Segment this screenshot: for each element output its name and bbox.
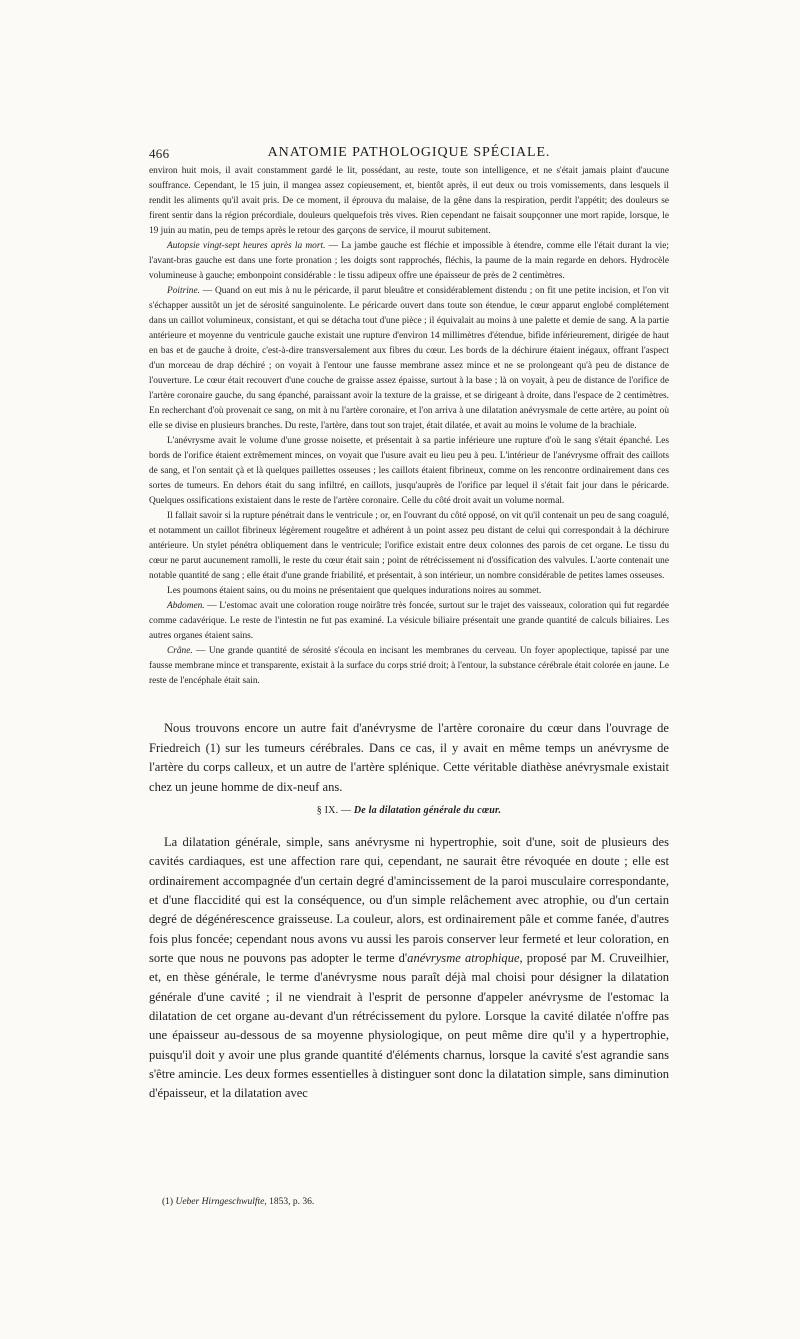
page-number: 466 (149, 146, 170, 161)
paragraph: Autopsie vingt-sept heures après la mort. — La jambe gauche est fléchie et impossible à étendre, comme elle l'était durant la vie; l'avant-bras gauche est dans une forte pronation ; les doigts sont rapprochés, fléchis, la paume de la main regarde en dehors. Hydrocèle volumineuse à gauche; embonpoint considérable : le tissu adipeux offre une épaisseur de près de 2 centimètres. (149, 241, 670, 281)
section-title: De la dilatation générale du cœur. (353, 805, 502, 816)
paragraph: Abdomen. — L'estomac avait une coloration rouge noirâtre très foncée, surtout sur le trajet des vaisseaux, coloration qui fut regardée comme cadavérique. Le reste de l'intestin ne fut pas examiné. La vésicule biliaire présentait une grande quantité de calculs biliaires. Les autres organes étaient sains. (149, 601, 669, 641)
footnote-title: Ueber Hirngeschwulfte (175, 1197, 265, 1207)
paragraph: Les poumons étaient sains, ou du moins ne présentaient que quelques indurations noires au sommet. (167, 586, 542, 596)
subsection-label: Crâne. (167, 646, 193, 656)
subsection-label: Poitrine. (167, 286, 200, 296)
paragraph: L'anévrysme avait le volume d'une grosse noisette, et présentait à sa partie inférieure une rupture d'où le sang s'était épanché. Les bords de l'orifice étaient extrêmement minces, on voyait que l'usure avait eu lieu peu à peu. L'intérieur de l'anévrysme offrait des caillots de sang, et l'on sentait çà et là quelques paillettes osseuses ; les caillots étaient fibrineux, comme on les rencontre ordinairement dans ces sortes de tumeurs. En dehors était du sang infiltré, en caillots, jusqu'auprès de l'orifice par lequel il s'était fait jour dans le péricarde. Quelques ossifications existaient dans le reste de l'artère coronaire. Celle du côté droit avait un volume normal. (149, 436, 669, 506)
paragraph: Poitrine. — Quand on eut mis à nu le péricarde, il parut bleuâtre et considérablement distendu ; on fit une petite incision, et l'on vit s'échapper aussitôt un jet de sérosité sanguinolente. Le péricarde ouvert dans toute son étendue, le cœur apparut englobé complétement dans un caillot volumineux, consistant, et qui se détacha tout d'une pièce ; il équivalait au moins à une palette et demie de sang. A la partie antérieure et moyenne du ventricule gauche existait une rupture d'environ 14 millimètres d'étendue, bifide inférieurement, dirigée de haut en bas et de gauche à droite, c'est-à-dire transversalement aux fibres du cœur. Les bords de la déchirure étaient inégaux, offrant l'aspect d'un morceau de drap déchiré ; on voyait à l'entour une fausse membrane assez mince et ne se prolongeant qu'à peu de distance de l'ouverture. Le cœur était recouvert d'une couche de graisse assez épaisse, surtout à la base ; là on voyait, à peu de distance de l'orifice de l'artère coronaire gauche, du sang épanché, paraissant avoir la texture de la graisse, et se dirigeant à droite, dans l'espace de 2 centimètres. En recherchant d'où provenait ce sang, on mit à nu l'artère coronaire, et l'on arriva à une dilatation anévrysmale de cette artère, au point où elle se divise en plusieurs branches. Du reste, l'artère, dans tout son trajet, était dilatée, et avait au moins le volume de la brachiale. (149, 286, 669, 431)
footnote: (1) Ueber Hirngeschwulfte, 1853, p. 36. (162, 1197, 315, 1207)
paragraph: Il fallait savoir si la rupture pénétrait dans le ventricule ; or, en l'ouvrant du côté opposé, on vit qu'il contenait un peu de sang coagulé, et notamment un caillot fibrineux légèrement rougeâtre et adhérent à un point assez peu distant de celui qui correspondait à la déchirure antérieure. Un stylet pénétra obliquement dans le ventricule; l'orifice existait entre deux colonnes des parois de cet organe. Le tissu du cœur ne parut aucunement ramolli, le reste du cœur était sain ; point de rétrécissement ni d'ossification des valvules. L'aorte contenait une notable quantité de sang ; elle était d'une grande friabilité, et présentait, à son intérieur, un nombre considérable de petites lames osseuses. (149, 511, 669, 581)
emphasized-term: anévrysme atrophique (407, 951, 520, 966)
page-header (149, 143, 669, 163)
section-heading (149, 805, 669, 816)
subsection-label: Autopsie vingt-sept heures après la mort. (167, 241, 326, 251)
body-text-block (149, 833, 669, 1104)
body-text-block (149, 719, 669, 797)
case-report-small-text (149, 164, 669, 689)
paragraph: Crâne. — Une grande quantité de sérosité s'écoula en incisant les membranes du cerveau. Un foyer apoplectique, tapissé par une fausse membrane mince et transparente, existait à la surface du corps strié droit; à l'entour, la substance cérébrale était colorée en jaune. Le reste de l'encéphale était sain. (149, 646, 669, 686)
paragraph: environ huit mois, il avait constamment gardé le lit, possédant, au reste, toute son intelligence, et ne s'était jamais plaint d'aucune souffrance. Cependant, le 15 juin, il mangea assez copieusement, et, bientôt après, il eut deux ou trois vomissements, dans lesquels il rendit les aliments qu'il avait pris. De ce moment, il éprouva du malaise, de la gêne dans la respiration, perdit l'appétit; des douleurs se firent sentir dans la région précordiale, douleurs quelquefois très vives. Rien cependant ne faisait soupçonner une mort rapide, lorsque, le 19 juin au matin, peu de temps après le retour des garçons de service, il mourut subitement. (149, 166, 669, 236)
section-number: § IX. — (316, 805, 354, 816)
paragraph: Nous trouvons encore un autre fait d'anévrysme de l'artère coronaire du cœur dans l'ouvrage de Friedreich (1) sur les tumeurs cérébrales. Dans ce cas, il y avait en même temps un anévrysme de l'artère du corps calleux, et un autre de l'artère splénique. Cette véritable diathèse anévrysmale existait chez un jeune homme de dix-neuf ans. (149, 721, 669, 794)
paragraph: La dilatation générale, simple, sans anévrysme ni hypertrophie, soit d'une, soit de plusieurs des cavités cardiaques, est une affection rare qui, cependant, ne saurait être révoquée en doute ; elle est ordinairement accompagnée d'un certain degré d'amincissement de la paroi musculaire correspondante, et d'une flaccidité qui est la conséquence, ou d'un simple relâchement avec atrophie, ou d'un certain degré de dégénérescence graisseuse. La couleur, alors, est ordinairement pâle et comme fanée, d'autres fois plus foncée; cependant nous avons vu aussi les parois conserver leur fermeté et leur coloration, en sorte que nous ne pouvons pas adopter le terme d'anévrysme atrophique, proposé par M. Cruveilhier, et, en thèse générale, le terme d'anévrysme nous paraît déjà mal choisi pour désigner la dilatation générale d'une cavité ; il ne viendrait à l'esprit de personne d'appeler anévrysme de l'estomac la dilatation de cet organe au-devant d'un rétrécissement du pylore. Lorsque la cavité dilatée n'offre pas une épaisseur au-dessous de sa moyenne physiologique, on peut même dire qu'il y a hypertrophie, puisqu'il doit y avoir une plus grande quantité d'éléments charnus, lorsque la cavité s'est agrandie sans s'être amincie. Les deux formes essentielles à distinguer sont donc la dilatation simple, sans diminution d'épaisseur, et la dilatation avec (149, 835, 669, 1101)
footnote-marker: (1) (162, 1197, 176, 1207)
running-title: ANATOMIE PATHOLOGIQUE SPÉCIALE. (267, 145, 551, 160)
subsection-label: Abdomen. (167, 601, 205, 611)
